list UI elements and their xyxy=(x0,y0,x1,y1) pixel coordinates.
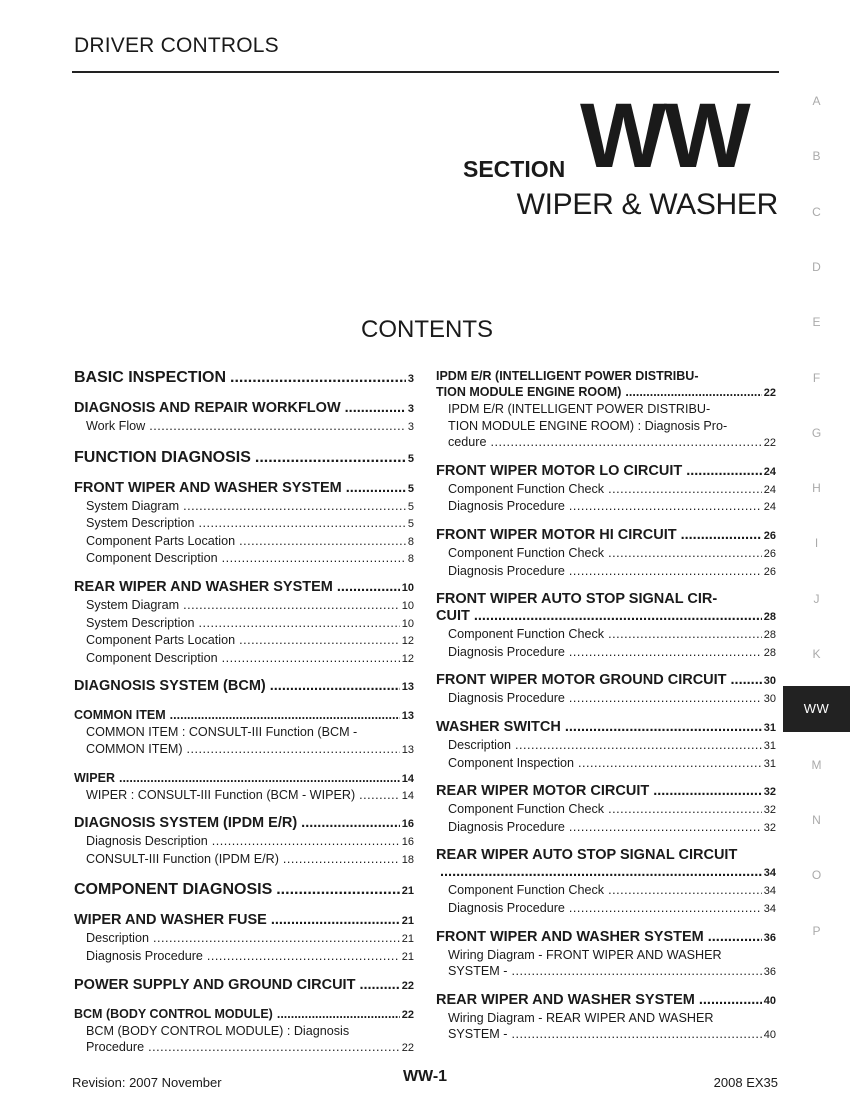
toc-entry-title: FRONT WIPER AND WASHER SYSTEM xyxy=(74,479,342,496)
toc-entry[interactable] xyxy=(74,787,414,805)
manual-header-title: DRIVER CONTROLS xyxy=(74,34,279,57)
toc-dot-leader xyxy=(153,930,400,947)
toc-page-number: 3 xyxy=(407,373,414,385)
toc-dot-leader xyxy=(230,368,406,387)
toc-page-number: 22 xyxy=(401,1042,414,1055)
header-divider xyxy=(72,71,779,73)
toc-entry-title: Component Description xyxy=(86,551,218,566)
toc-entry-title: POWER SUPPLY AND GROUND CIRCUIT xyxy=(74,976,356,993)
toc-dot-leader xyxy=(569,690,762,707)
toc-page-number: 40 xyxy=(763,1029,776,1042)
toc-entry-title: FRONT WIPER MOTOR LO CIRCUIT xyxy=(436,462,683,479)
toc-dot-leader xyxy=(283,851,400,868)
toc-dot-leader xyxy=(222,650,400,667)
toc-entry[interactable] xyxy=(436,591,776,626)
section-tab[interactable]: H xyxy=(812,481,821,496)
toc-entry-title: Component Parts Location xyxy=(86,533,236,548)
toc-entry[interactable] xyxy=(74,948,414,966)
toc-entry-title: Component Parts Location xyxy=(86,633,236,648)
toc-entry-title: Component Function Check xyxy=(448,802,605,817)
toc-entry[interactable] xyxy=(74,815,414,833)
toc-entry-title: DIAGNOSIS AND REPAIR WORKFLOW xyxy=(74,400,341,416)
toc-page-number: 10 xyxy=(401,581,414,594)
toc-dot-leader xyxy=(183,597,400,614)
section-tab[interactable]: D xyxy=(812,259,821,274)
toc-page-number: 24 xyxy=(763,501,776,514)
contents-title: CONTENTS xyxy=(361,316,493,343)
toc-entry[interactable] xyxy=(436,819,776,837)
toc-entry-title: System Description xyxy=(86,615,195,630)
toc-page-number: 22 xyxy=(401,979,414,992)
toc-entry[interactable] xyxy=(74,533,414,551)
section-tab[interactable]: E xyxy=(812,315,821,330)
toc-entry[interactable] xyxy=(436,1010,776,1044)
toc-dot-leader xyxy=(731,672,762,689)
toc-page-number: 32 xyxy=(763,786,776,799)
toc-entry-title: Diagnosis Procedure xyxy=(86,948,203,963)
toc-entry[interactable] xyxy=(74,930,414,948)
toc-entry[interactable] xyxy=(74,418,414,436)
toc-entry-title: Component Description xyxy=(86,650,218,665)
toc-dot-leader xyxy=(149,418,406,435)
toc-dot-leader xyxy=(686,463,762,480)
toc-entry-title-line: BCM (BODY CONTROL MODULE) : Diagnosis xyxy=(86,1023,350,1038)
toc-page-number: 12 xyxy=(401,635,414,648)
toc-entry[interactable] xyxy=(436,527,776,545)
toc-dot-leader xyxy=(569,563,762,580)
toc-page-number: 34 xyxy=(763,867,776,880)
toc-entry-title: Description xyxy=(448,737,511,752)
toc-entry[interactable] xyxy=(74,650,414,668)
toc-dot-leader xyxy=(359,787,400,804)
section-tab[interactable]: J xyxy=(813,591,820,606)
toc-entry-title: Work Flow xyxy=(86,419,146,433)
toc-dot-leader xyxy=(183,498,406,515)
toc-page-number: 8 xyxy=(407,535,414,548)
toc-entry[interactable] xyxy=(436,783,776,801)
toc-entry-title: Diagnosis Procedure xyxy=(448,499,565,514)
toc-entry-title: BCM (BODY CONTROL MODULE) xyxy=(74,1006,273,1021)
toc-dot-leader xyxy=(569,900,762,917)
toc-page-number: 28 xyxy=(763,629,776,642)
toc-entry[interactable] xyxy=(436,368,776,401)
toc-entry-title: TION MODULE ENGINE ROOM) xyxy=(436,385,622,399)
toc-page-number: 16 xyxy=(401,818,414,831)
toc-dot-leader xyxy=(569,819,762,836)
toc-dot-leader xyxy=(608,626,762,643)
toc-entry-title: FUNCTION DIAGNOSIS xyxy=(74,448,251,466)
section-code: WW xyxy=(580,85,748,187)
toc-entry-title: WASHER SWITCH xyxy=(436,718,561,735)
toc-dot-leader xyxy=(569,498,762,515)
toc-dot-leader xyxy=(345,400,406,417)
section-index-tabs xyxy=(783,0,850,1100)
section-tab[interactable]: M xyxy=(811,757,822,772)
toc-entry[interactable] xyxy=(436,801,776,819)
toc-dot-leader xyxy=(608,801,762,818)
toc-entry-title: CUIT xyxy=(436,608,470,625)
toc-entry[interactable] xyxy=(436,992,776,1010)
toc-right-column xyxy=(436,368,776,1044)
toc-dot-leader xyxy=(148,1039,400,1056)
toc-entry-title: FRONT WIPER MOTOR GROUND CIRCUIT xyxy=(436,672,727,689)
toc-page-number: 22 xyxy=(763,387,776,399)
toc-dot-leader xyxy=(653,783,762,800)
toc-dot-leader xyxy=(699,992,762,1009)
toc-page-number: 5 xyxy=(407,518,414,531)
toc-dot-leader xyxy=(187,741,400,758)
toc-dot-leader xyxy=(440,864,762,881)
toc-dot-leader xyxy=(276,880,400,899)
toc-dot-leader xyxy=(270,678,400,695)
toc-dot-leader xyxy=(222,550,406,567)
toc-page-number: 18 xyxy=(401,853,414,866)
toc-entry[interactable] xyxy=(74,550,414,568)
toc-page-number: 14 xyxy=(401,772,414,785)
section-tab[interactable]: K xyxy=(812,647,821,661)
toc-dot-leader xyxy=(212,833,400,850)
toc-entry-title: WIPER AND WASHER FUSE xyxy=(74,912,267,929)
toc-dot-leader xyxy=(207,948,400,965)
toc-dot-leader xyxy=(608,882,762,899)
toc-entry[interactable] xyxy=(74,368,414,389)
toc-page-number: 31 xyxy=(763,757,776,770)
toc-entry-title: DIAGNOSIS SYSTEM (BCM) xyxy=(74,678,266,695)
toc-entry-title-line: IPDM E/R (INTELLIGENT POWER DISTRIBU- xyxy=(448,402,711,416)
toc-page-number: 5 xyxy=(407,452,414,465)
toc-entry[interactable] xyxy=(74,448,414,469)
toc-entry-title-line: Wiring Diagram - REAR WIPER AND WASHER xyxy=(448,1010,714,1025)
toc-page-number: 3 xyxy=(407,421,414,433)
toc-page-number: 21 xyxy=(401,933,414,946)
toc-page-number: 34 xyxy=(763,902,776,915)
toc-entry-title-line: REAR WIPER AUTO STOP SIGNAL CIRCUIT xyxy=(436,847,738,864)
toc-dot-leader xyxy=(681,527,762,544)
toc-entry[interactable] xyxy=(74,480,414,498)
toc-entry[interactable] xyxy=(74,912,414,930)
toc-entry[interactable] xyxy=(436,882,776,900)
toc-entry-title: Component Function Check xyxy=(448,545,605,560)
toc-entry-title: REAR WIPER AND WASHER SYSTEM xyxy=(74,578,333,595)
toc-dot-leader xyxy=(515,737,762,754)
section-name: WIPER & WASHER xyxy=(516,188,778,221)
toc-entry-title: System Diagram xyxy=(86,597,180,612)
toc-page-number: 8 xyxy=(407,553,414,566)
toc-entry-title: Description xyxy=(86,931,149,946)
toc-entry-title: SYSTEM - xyxy=(448,964,508,979)
toc-dot-leader xyxy=(271,912,400,929)
toc-entry[interactable] xyxy=(74,707,414,724)
toc-left-column xyxy=(74,368,414,1057)
toc-page-number: 31 xyxy=(763,721,776,734)
toc-page-number: 3 xyxy=(407,403,414,415)
section-label: SECTION xyxy=(463,156,566,182)
toc-entry-title: Component Inspection xyxy=(448,755,575,770)
toc-page-number: 16 xyxy=(401,836,414,849)
section-tab[interactable]: O xyxy=(811,868,822,883)
toc-entry-title: FRONT WIPER AND WASHER SYSTEM xyxy=(436,928,704,945)
section-tab[interactable]: P xyxy=(812,923,821,938)
toc-entry-title: cedure xyxy=(448,435,487,450)
toc-dot-leader xyxy=(625,384,761,400)
toc-entry[interactable] xyxy=(436,463,776,481)
toc-entry[interactable] xyxy=(74,880,414,901)
section-tab[interactable]: I xyxy=(814,536,819,551)
section-tab-active[interactable]: WW xyxy=(783,686,850,732)
toc-dot-leader xyxy=(239,533,406,550)
toc-entry-title: Diagnosis Procedure xyxy=(448,644,565,659)
toc-entry-title-line: Wiring Diagram - FRONT WIPER AND WASHER xyxy=(448,947,722,962)
toc-entry-title: REAR WIPER MOTOR CIRCUIT xyxy=(436,783,650,800)
toc-entry[interactable] xyxy=(74,515,414,533)
toc-page-number: 32 xyxy=(763,821,776,834)
toc-entry[interactable] xyxy=(74,400,414,418)
toc-page-number: 14 xyxy=(401,789,414,802)
toc-entry[interactable] xyxy=(436,947,776,981)
toc-entry-title: Component Function Check xyxy=(448,627,605,642)
toc-page-number: 10 xyxy=(401,617,414,630)
toc-dot-leader xyxy=(474,608,762,625)
toc-dot-leader xyxy=(608,545,762,562)
toc-page-number: 26 xyxy=(763,547,776,560)
toc-page-number: 31 xyxy=(763,739,776,752)
toc-entry[interactable] xyxy=(436,690,776,708)
toc-entry[interactable] xyxy=(436,626,776,644)
toc-entry-title: BASIC INSPECTION xyxy=(74,369,227,386)
section-tab[interactable]: G xyxy=(811,425,822,440)
toc-entry[interactable] xyxy=(74,833,414,851)
toc-entry[interactable] xyxy=(74,579,414,597)
toc-entry-title: CONSULT-III Function (IPDM E/R) xyxy=(86,851,279,866)
toc-dot-leader xyxy=(578,755,762,772)
toc-dot-leader xyxy=(170,707,400,723)
toc-entry[interactable] xyxy=(436,719,776,737)
toc-page-number: 26 xyxy=(763,565,776,578)
toc-entry[interactable] xyxy=(74,1006,414,1023)
toc-entry-title: Diagnosis Procedure xyxy=(448,900,565,915)
footer-page-id: WW-1 xyxy=(402,1068,448,1085)
toc-entry[interactable] xyxy=(436,847,776,882)
toc-entry[interactable] xyxy=(436,900,776,918)
footer-model: 2008 EX35 xyxy=(713,1075,778,1090)
toc-entry[interactable] xyxy=(74,851,414,869)
toc-entry[interactable] xyxy=(436,545,776,563)
toc-entry-title: System Diagram xyxy=(86,498,180,513)
toc-entry[interactable] xyxy=(74,1023,414,1057)
toc-entry-title: COMMON ITEM xyxy=(74,708,166,723)
toc-dot-leader xyxy=(708,929,762,946)
toc-dot-leader xyxy=(277,1006,400,1022)
toc-dot-leader xyxy=(491,434,762,451)
toc-entry-title: DIAGNOSIS SYSTEM (IPDM E/R) xyxy=(74,815,298,832)
toc-entry-title-line: COMMON ITEM : CONSULT-III Function (BCM - xyxy=(86,725,358,740)
toc-page-number: 36 xyxy=(763,966,776,979)
toc-page-number: 10 xyxy=(401,599,414,612)
toc-dot-leader xyxy=(337,579,400,596)
toc-dot-leader xyxy=(198,615,399,632)
toc-page-number: 30 xyxy=(763,693,776,706)
toc-page-number: 13 xyxy=(401,743,414,756)
toc-entry[interactable] xyxy=(74,770,414,787)
toc-entry-title: COMPONENT DIAGNOSIS xyxy=(74,881,273,899)
toc-entry[interactable] xyxy=(436,563,776,581)
toc-entry-title: Procedure xyxy=(86,1040,145,1055)
section-tab[interactable]: C xyxy=(812,204,821,219)
section-tab[interactable]: A xyxy=(812,94,821,108)
toc-page-number: 5 xyxy=(407,482,414,495)
toc-entry-title: Component Function Check xyxy=(448,883,605,898)
toc-dot-leader xyxy=(569,644,762,661)
toc-page-number: 36 xyxy=(763,931,776,944)
toc-entry-title: Diagnosis Description xyxy=(86,834,208,849)
toc-entry[interactable] xyxy=(74,615,414,633)
toc-entry-title: WIPER : CONSULT-III Function (BCM - WIPER) xyxy=(86,787,356,802)
toc-page-number: 28 xyxy=(763,646,776,659)
toc-entry[interactable] xyxy=(74,632,414,650)
toc-page-number: 21 xyxy=(401,885,414,898)
toc-entry-title: WIPER xyxy=(74,770,115,785)
toc-entry[interactable] xyxy=(436,755,776,773)
toc-dot-leader xyxy=(565,719,762,736)
toc-dot-leader xyxy=(359,977,399,994)
toc-entry[interactable] xyxy=(436,644,776,662)
toc-dot-leader xyxy=(239,632,400,649)
section-tab[interactable]: N xyxy=(812,812,821,827)
toc-entry-title: REAR WIPER AND WASHER SYSTEM xyxy=(436,991,695,1008)
toc-entry[interactable] xyxy=(74,678,414,696)
section-tab[interactable]: B xyxy=(812,149,821,164)
toc-page-number: 5 xyxy=(407,500,414,513)
toc-page-number: 22 xyxy=(401,1008,414,1021)
toc-entry-title-line: FRONT WIPER AUTO STOP SIGNAL CIR- xyxy=(436,591,718,608)
toc-dot-leader xyxy=(119,770,400,786)
toc-page-number: 30 xyxy=(763,675,776,688)
toc-entry[interactable] xyxy=(436,672,776,690)
toc-page-number: 40 xyxy=(763,994,776,1007)
toc-entry-title: FRONT WIPER MOTOR HI CIRCUIT xyxy=(436,526,677,543)
toc-page-number: 12 xyxy=(401,652,414,665)
toc-entry[interactable] xyxy=(436,481,776,499)
section-tab[interactable]: F xyxy=(812,370,821,385)
toc-entry-title-line: TION MODULE ENGINE ROOM) : Diagnosis Pro- xyxy=(448,418,728,433)
toc-page-number: 21 xyxy=(401,950,414,963)
toc-entry[interactable] xyxy=(436,737,776,755)
toc-page-number: 13 xyxy=(401,681,414,694)
toc-page-number: 26 xyxy=(763,529,776,542)
toc-entry[interactable] xyxy=(436,498,776,516)
toc-dot-leader xyxy=(511,1026,761,1043)
toc-entry-title: SYSTEM - xyxy=(448,1027,508,1042)
toc-page-number: 32 xyxy=(763,804,776,817)
toc-entry[interactable] xyxy=(74,724,414,758)
toc-entry[interactable] xyxy=(74,977,414,995)
toc-entry[interactable] xyxy=(436,929,776,947)
toc-page-number: 21 xyxy=(401,915,414,928)
toc-page-number: 28 xyxy=(763,611,776,624)
toc-entry-title: Diagnosis Procedure xyxy=(448,691,565,706)
toc-dot-leader xyxy=(511,963,761,980)
toc-page-number: 24 xyxy=(763,465,776,478)
toc-page-number: 34 xyxy=(763,885,776,898)
toc-entry-title: Diagnosis Procedure xyxy=(448,563,565,578)
toc-entry[interactable] xyxy=(74,498,414,516)
toc-dot-leader xyxy=(301,815,400,832)
toc-entry-title: System Description xyxy=(86,516,195,531)
toc-page-number: 24 xyxy=(763,483,776,496)
toc-dot-leader xyxy=(255,448,406,467)
footer-revision: Revision: 2007 November xyxy=(72,1075,222,1090)
toc-dot-leader xyxy=(198,515,405,532)
toc-entry-title: COMMON ITEM) xyxy=(86,741,183,756)
toc-dot-leader xyxy=(346,480,406,497)
toc-dot-leader xyxy=(608,481,762,498)
toc-entry-title: Component Function Check xyxy=(448,481,605,496)
toc-page-number: 22 xyxy=(763,437,776,450)
toc-entry-title: Diagnosis Procedure xyxy=(448,819,565,834)
toc-entry[interactable] xyxy=(74,597,414,615)
toc-entry[interactable] xyxy=(436,401,776,452)
toc-page-number: 13 xyxy=(401,710,414,723)
toc-entry-title-line: IPDM E/R (INTELLIGENT POWER DISTRIBU- xyxy=(436,369,699,383)
